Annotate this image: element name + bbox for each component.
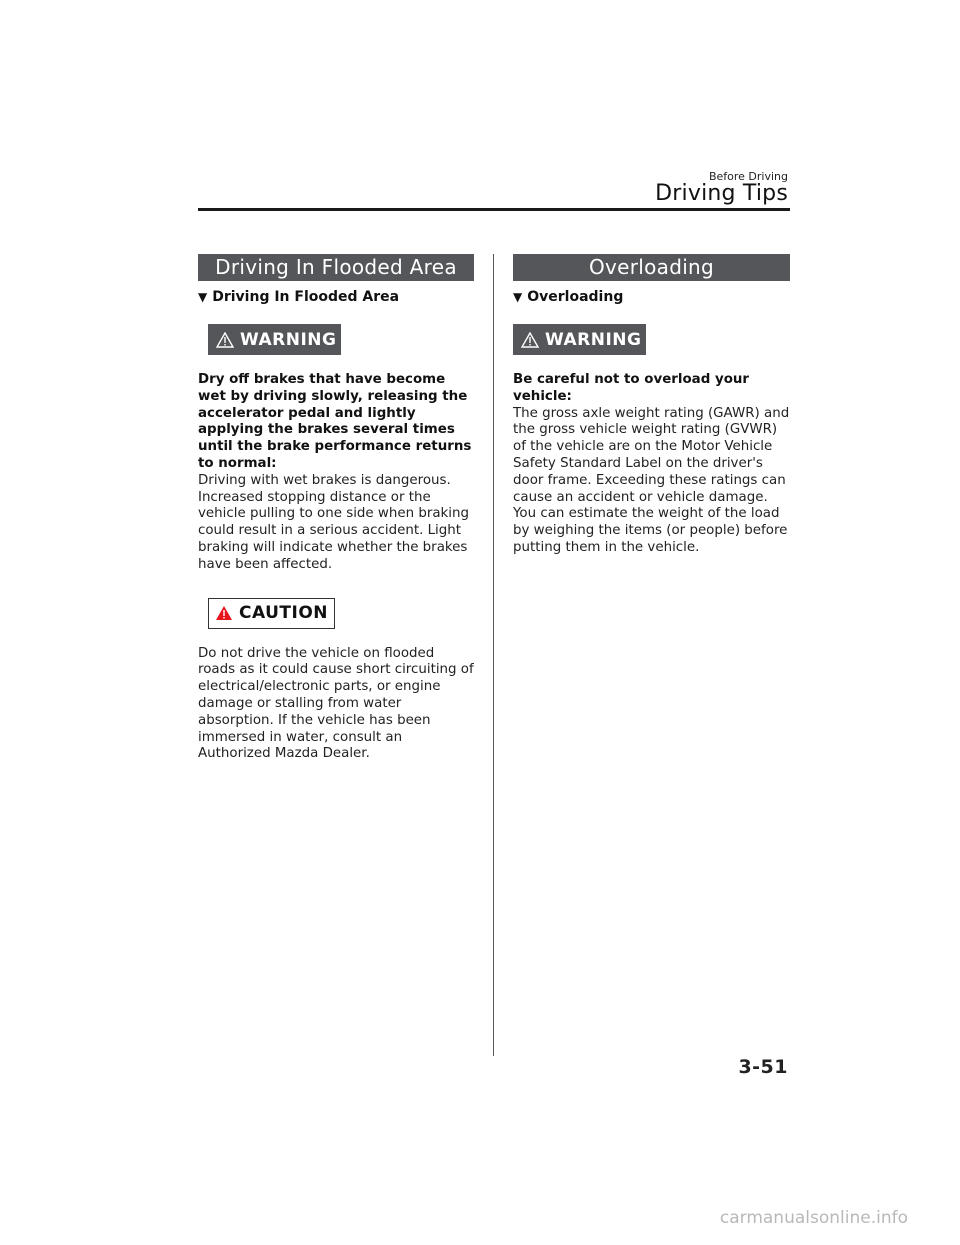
triangle-down-icon: ▼ xyxy=(513,290,523,304)
section-bar-overloading: Overloading xyxy=(513,254,790,281)
warning-label-text: WARNING xyxy=(240,329,337,350)
section-bar-flooded-area: Driving In Flooded Area xyxy=(198,254,474,281)
header-section-label: Before Driving xyxy=(708,170,788,183)
warning-label xyxy=(208,324,341,355)
warning-body-text: The gross axle weight rating (GAWR) and the gross vehicle weight rating (GVWR) of the vehicle are on the Motor Vehicle Safety Standard Label on the driver's door frame. Exceeding these ratings can cause an accident or vehicle damage. You can estimate the weight of the load by weighing the items (or people) before putting them in the vehicle. xyxy=(513,405,790,555)
left-column xyxy=(198,254,474,763)
column-divider xyxy=(493,254,494,1056)
warning-triangle-icon xyxy=(216,332,234,348)
warning-label-text: WARNING xyxy=(545,329,642,350)
warning-paragraph xyxy=(513,372,790,557)
warning-paragraph xyxy=(198,372,474,574)
subheading-overloading xyxy=(513,289,790,305)
caution-label xyxy=(208,598,335,629)
warning-bold-text: Be careful not to overload your vehicle: xyxy=(513,372,750,404)
page-number: 3-51 xyxy=(738,1056,788,1078)
caution-paragraph xyxy=(198,646,474,764)
caution-label-text: CAUTION xyxy=(239,603,329,624)
warning-triangle-icon xyxy=(521,332,539,348)
caution-triangle-icon xyxy=(215,605,233,621)
caution-body-text: Do not drive the vehicle on flooded roads as it could cause short circuiting of electrical/electronic parts, or engine damage or stalling from water absorption. If the vehicle has been immersed in water, consult an Authorized Mazda Dealer. xyxy=(198,645,474,762)
header-title: Driving Tips xyxy=(655,181,788,206)
subheading-label: Driving In Flooded Area xyxy=(212,289,400,305)
warning-label xyxy=(513,324,646,355)
triangle-down-icon: ▼ xyxy=(198,290,208,304)
subheading-label: Overloading xyxy=(527,289,624,305)
subheading-flooded-area xyxy=(198,289,474,305)
right-column xyxy=(513,254,790,557)
warning-bold-text: Dry off brakes that have become wet by driving slowly, releasing the accelerator pedal and lightly applying the brakes several times until the brake performance returns to normal: xyxy=(198,372,472,471)
header-rule xyxy=(198,208,790,211)
watermark: carmanualsonline.info xyxy=(719,1208,908,1228)
warning-body-text: Driving with wet brakes is dangerous. Increased stopping distance or the vehicle pulling to one side when braking could result in a serious accident. Light braking will indicate whether the brakes have been affected. xyxy=(198,472,469,572)
